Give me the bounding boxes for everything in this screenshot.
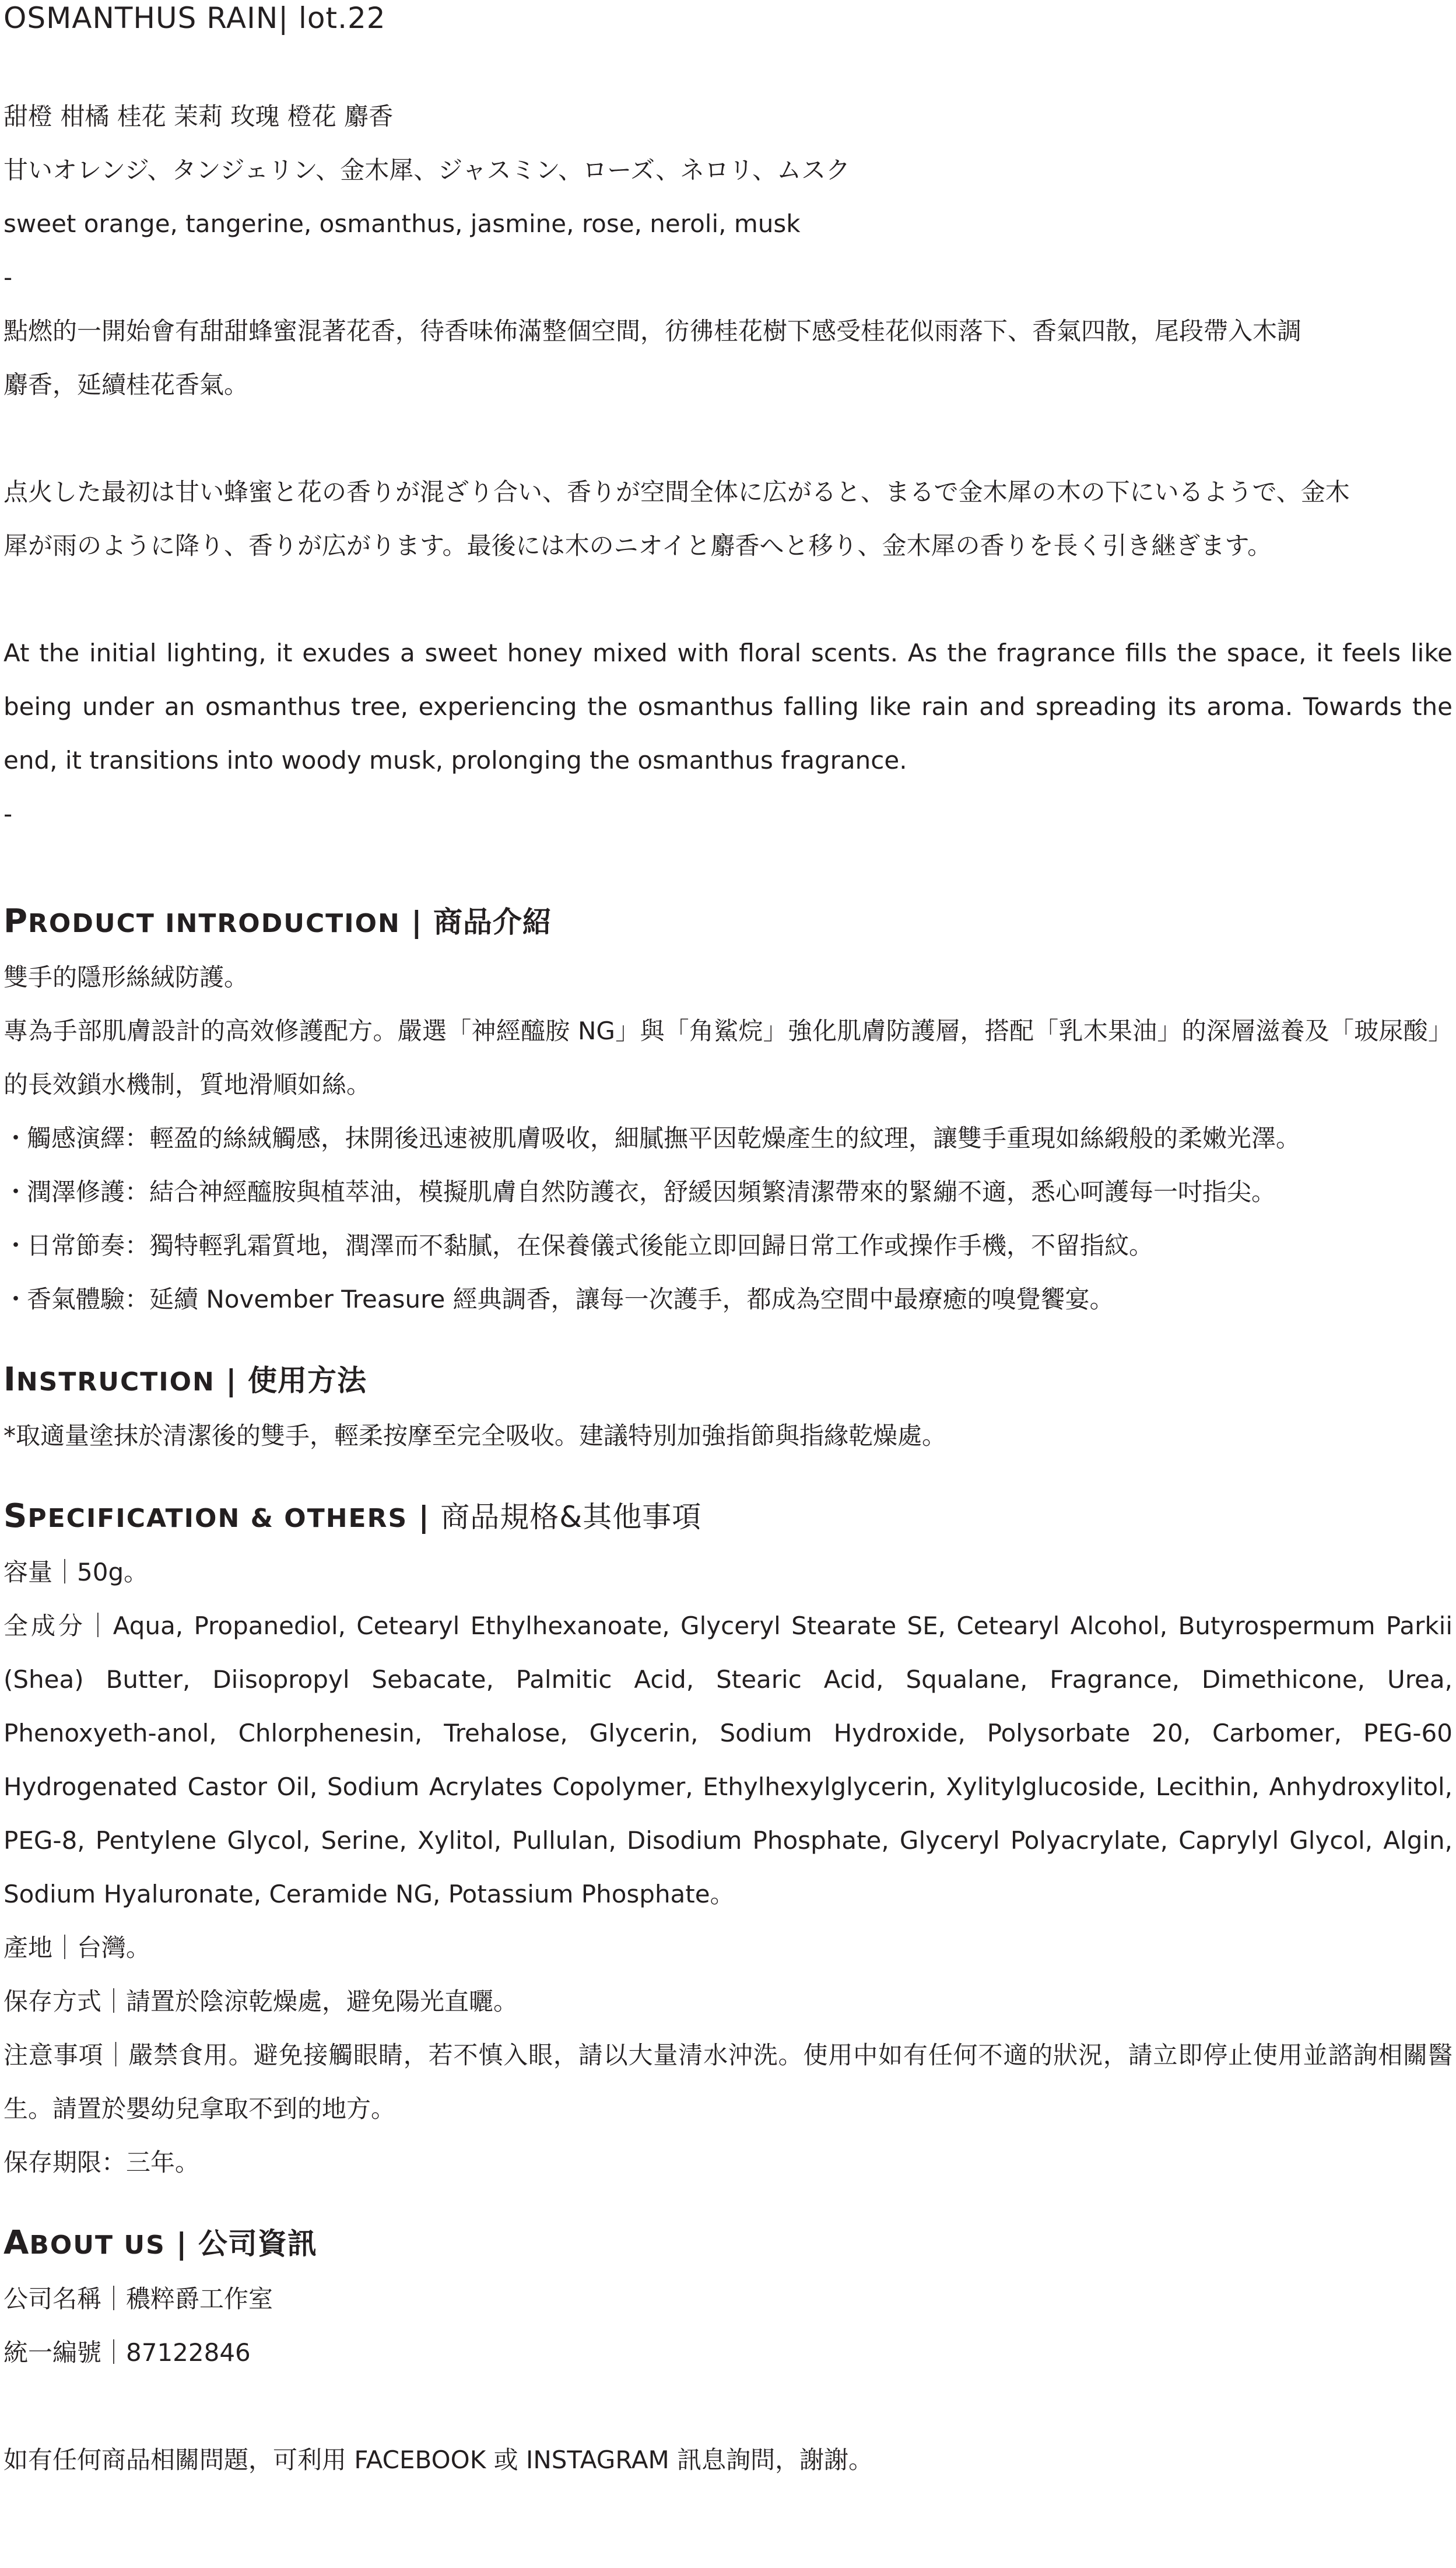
heading-initial: I (3, 1361, 16, 1399)
divider-dash: - (3, 800, 13, 828)
bullet-mark: ・ (3, 1231, 29, 1260)
heading-rest: RODUCT INTRODUCTION (28, 909, 401, 938)
description-ja-line-2: 犀が雨のように降り、香りが広がります。最後には木のニオイと麝香へと移り、金木犀の香りを長く引き継ぎます。 (3, 531, 1272, 560)
heading-zh: 商品介紹 (433, 905, 552, 939)
heading-separator: | (165, 2227, 198, 2261)
divider-dash: - (3, 263, 13, 292)
notes-ja: 甘いオレンジ、タンジェリン、金木犀、ジャスミン、ローズ、ネロリ、ムスク (3, 156, 851, 184)
heading-zh: 商品規格&其他事項 (440, 1500, 702, 1534)
bullet-text: 日常節奏：獨特輕乳霜質地，潤澤而不黏膩，在保養儀式後能立即回歸日常工作或操作手機，不留指紋。 (27, 1231, 1154, 1260)
spacer (3, 841, 1453, 895)
heading-separator: | (215, 1364, 248, 1397)
spacer (3, 1463, 1453, 1490)
heading-initial: P (3, 902, 29, 940)
contact-note: 如有任何商品相關問題，可利用 FACEBOOK 或 INSTAGRAM 訊息詢問，謝謝。 (3, 2446, 873, 2474)
bullet-mark: ・ (3, 1178, 29, 1206)
intro-paragraph: 專為手部肌膚設計的高效修護配方。嚴選「神經醯胺 NG」與「角鯊烷」強化肌膚防護層，搭配「乳木果油」的深層滋養及「玻尿酸」的長效鎖水機制，質地滑順如絲。 (3, 1017, 1453, 1099)
intro-bullet (3, 1273, 1453, 1326)
heading-rest: NSTRUCTION (16, 1367, 215, 1397)
description-en: At the initial lighting, it exudes a sweet honey mixed with floral scents. As the fragrance fills the space, it feels like being under an osmanthus tree, experiencing the osmanthus falling like rain and spreading its aroma. Towards the end, it transitions into woody musk, prolonging the osmanthus fragrance. (3, 639, 1453, 775)
bullet-mark: ・ (3, 1124, 29, 1152)
about-tax-id: 統一編號｜87122846 (3, 2338, 251, 2367)
section-heading-about-us (3, 2216, 1453, 2272)
intro-tagline: 雙手的隱形絲絨防護。 (3, 963, 249, 992)
spacer (3, 412, 1453, 465)
spec-origin: 產地｜台灣。 (3, 1933, 151, 1962)
intro-bullet (3, 1165, 1453, 1219)
spec-caution: 注意事項｜嚴禁食用。避免接觸眼睛，若不慎入眼，請以大量清水沖洗。使用中如有任何不適的狀況，請立即停止使用並諮詢相關醫生。請置於嬰幼兒拿取不到的地方。 (3, 2041, 1453, 2123)
spacer (3, 36, 1453, 90)
spacer (3, 1326, 1453, 1353)
bullet-text: 潤澤修護：結合神經醯胺與植萃油，模擬肌膚自然防護衣，舒緩因頻繁清潔帶來的緊繃不適，悉心呵護每一吋指尖。 (27, 1178, 1276, 1206)
heading-separator: | (400, 905, 433, 939)
notes-zh: 甜橙 柑橘 桂花 茉莉 玫瑰 橙花 麝香 (3, 102, 394, 131)
spec-storage: 保存方式｜請置於陰涼乾燥處，避免陽光直曬。 (3, 1987, 518, 2016)
bullet-text: 香氣體驗：延續 November Treasure 經典調香，讓每一次護手，都成為空間中最療癒的嗅覺饗宴。 (27, 1285, 1114, 1313)
heading-initial: S (3, 1497, 28, 1535)
spec-capacity: 容量｜50g。 (3, 1558, 149, 1586)
spec-shelf-life: 保存期限：三年。 (3, 2148, 200, 2177)
heading-rest: BOUT US (29, 2230, 166, 2260)
spacer (3, 2380, 1453, 2433)
bullet-text: 觸感演繹：輕盈的絲絨觸感，抹開後迅速被肌膚吸收，細膩撫平因乾燥產生的紋理，讓雙手重現如絲緞般的柔嫩光澤。 (27, 1124, 1301, 1152)
section-heading-product-introduction (3, 895, 1453, 951)
spec-ingredients: 全成分｜Aqua, Propanediol, Cetearyl Ethylhexanoate, Glyceryl Stearate SE, Cetearyl Alcohol, Butyrospermum Parkii (Shea) Butter, Diisopropyl Sebacate, Palmitic Acid, Stearic Acid, Squalane, Fragrance, Dimethicone, Urea, Phenoxyeth-anol, Chlorphenesin, Trehalose, Glycerin, Sodium Hydroxide, Polysorbate 20, Carbomer, PEG-60 Hydrogenated Castor Oil, Sodium Acrylates Copolymer, Ethylhexylglycerin, Xylitylglucoside, Lecithin, Anhydroxylitol, PEG-8, Pentylene Glycol, Serine, Xylitol, Pullulan, Disodium Phosphate, Glyceryl Polyacrylate, Caprylyl Glycol, Algin, Sodium Hyaluronate, Ceramide NG, Potassium Phosphate。 (3, 1611, 1453, 1908)
heading-zh: 使用方法 (247, 1364, 367, 1397)
heading-separator: | (408, 1500, 441, 1534)
heading-zh: 公司資訊 (198, 2227, 317, 2261)
about-company-name: 公司名稱｜穠粹爵工作室 (3, 2285, 273, 2313)
notes-en: sweet orange, tangerine, osmanthus, jasmine, rose, neroli, musk (3, 209, 801, 238)
description-ja-line-1: 点火した最初は甘い蜂蜜と花の香りが混ざり合い、香りが空間全体に広がると、まるで金木犀の木の下にいるようで、金木 (3, 478, 1350, 506)
spacer (3, 573, 1453, 626)
description-zh-line-2: 麝香，延續桂花香氣。 (3, 370, 249, 399)
section-heading-specification (3, 1490, 1453, 1546)
bullet-mark: ・ (3, 1285, 29, 1313)
intro-bullet (3, 1219, 1453, 1273)
page-title: OSMANTHUS RAIN| lot.22 (3, 1, 386, 35)
description-zh-line-1: 點燃的一開始會有甜甜蜂蜜混著花香，待香味佈滿整個空間，彷彿桂花樹下感受桂花似雨落下、香氣四散，尾段帶入木調 (3, 317, 1302, 345)
heading-rest: PECIFICATION & OTHERS (27, 1504, 408, 1533)
instruction-text: *取適量塗抹於清潔後的雙手，輕柔按摩至完全吸收。建議特別加強指節與指緣乾燥處。 (3, 1421, 947, 1450)
heading-initial: A (3, 2224, 30, 2262)
section-heading-instruction (3, 1353, 1453, 1409)
spacer (3, 2189, 1453, 2216)
intro-bullet (3, 1112, 1453, 1165)
